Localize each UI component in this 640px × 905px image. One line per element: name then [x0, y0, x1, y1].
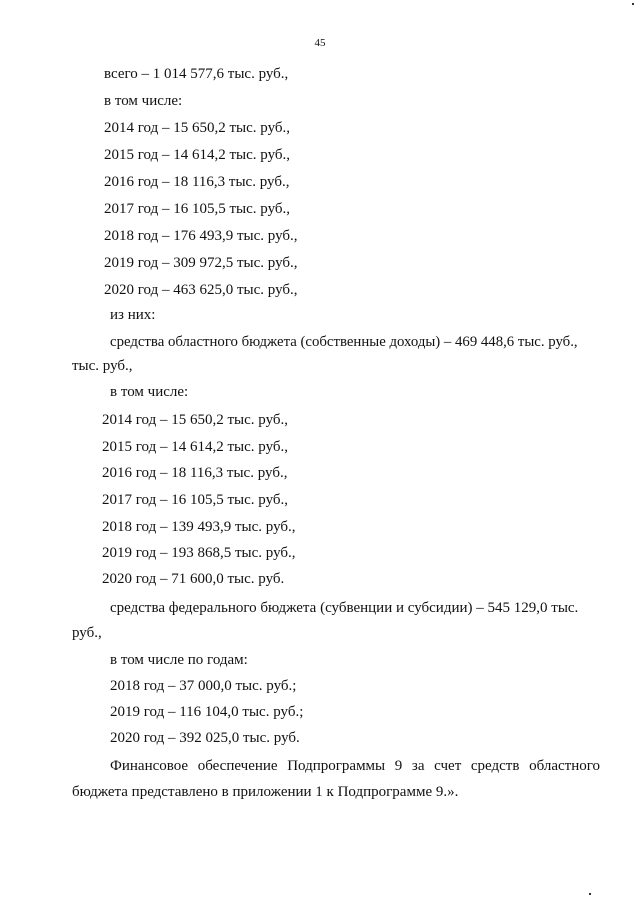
text-line: 2018 год – 176 493,9 тыс. руб.,	[104, 228, 298, 244]
text-line: 2019 год – 309 972,5 тыс. руб.,	[104, 255, 298, 271]
text-line: 2014 год – 15 650,2 тыс. руб.,	[102, 412, 289, 428]
text-line: 2019 год – 116 104,0 тыс. руб.;	[110, 704, 304, 720]
scan-mark	[589, 893, 591, 895]
text-line: в том числе:	[104, 93, 183, 109]
text-line: 2018 год – 37 000,0 тыс. руб.;	[110, 678, 297, 694]
text-line: в том числе:	[110, 384, 189, 400]
text-line: 2015 год – 14 614,2 тыс. руб.,	[104, 147, 291, 163]
text-line: из них:	[110, 307, 156, 323]
text-line: 2020 год – 392 025,0 тыс. руб.	[110, 730, 300, 746]
text-line: Финансовое обеспечение Подпрограммы 9 за счет средств областного	[110, 758, 600, 774]
text-line: 2019 год – 193 868,5 тыс. руб.,	[102, 545, 296, 561]
scan-mark	[632, 3, 634, 5]
text-line: тыс. руб.,	[72, 358, 133, 374]
text-line: 2014 год – 15 650,2 тыс. руб.,	[104, 120, 291, 136]
page-number: 45	[314, 37, 326, 49]
text-line: бюджета представлено в приложении 1 к Подпрограмме 9.».	[72, 784, 459, 800]
text-line: 2020 год – 71 600,0 тыс. руб.	[102, 571, 285, 587]
text-line: 2016 год – 18 116,3 тыс. руб.,	[102, 465, 288, 481]
text-line: руб.,	[72, 625, 102, 641]
text-line: средства областного бюджета (собственные доходы) – 469 448,6 тыс. руб.,	[110, 334, 578, 350]
text-line: всего – 1 014 577,6 тыс. руб.,	[104, 66, 289, 82]
text-line: 2016 год – 18 116,3 тыс. руб.,	[104, 174, 290, 190]
text-line: в том числе по годам:	[110, 652, 248, 668]
text-line: 2020 год – 463 625,0 тыс. руб.,	[104, 282, 298, 298]
text-line: 2017 год – 16 105,5 тыс. руб.,	[104, 201, 291, 217]
text-line: 2017 год – 16 105,5 тыс. руб.,	[102, 492, 289, 508]
text-line: 2015 год – 14 614,2 тыс. руб.,	[102, 439, 289, 455]
text-line: 2018 год – 139 493,9 тыс. руб.,	[102, 519, 296, 535]
text-line: средства федерального бюджета (субвенции и субсидии) – 545 129,0 тыс.	[110, 600, 579, 616]
